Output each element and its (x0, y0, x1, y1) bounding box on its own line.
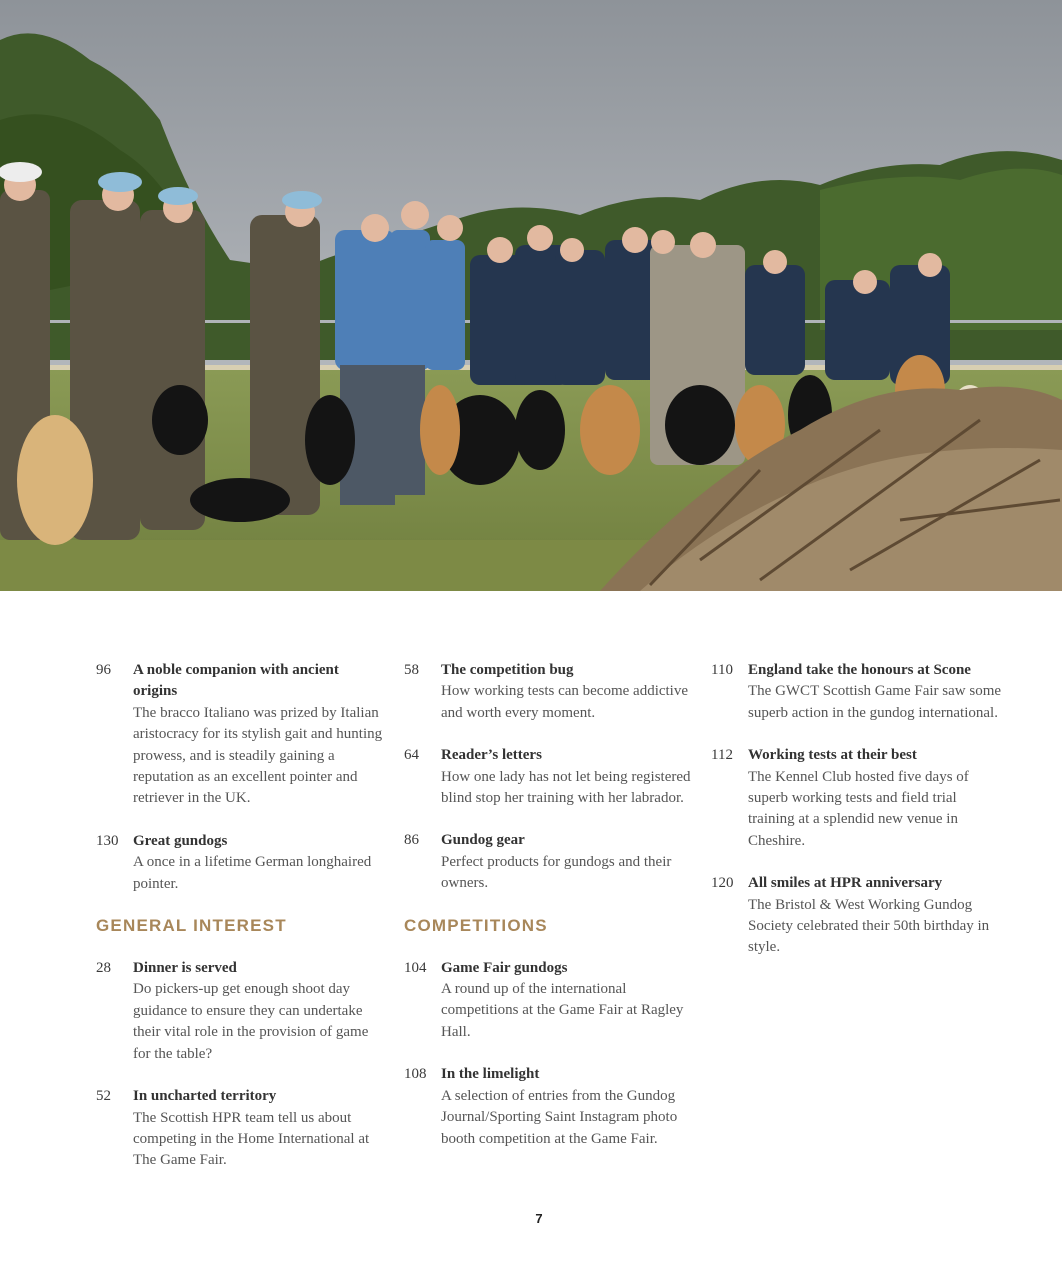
entry-page-number: 64 (404, 747, 419, 764)
entry-page-number: 108 (404, 1066, 427, 1083)
entry-title: All smiles at HPR anniversary (748, 875, 943, 892)
entry-title: Gundog gear (441, 832, 525, 849)
entry-description: How one lady has not let being registered blind stop her training with her labrador. (441, 768, 691, 807)
contents-entry[interactable] (404, 1064, 694, 1150)
entry-title: Dinner is served (133, 960, 237, 977)
entry-description: Perfect products for gundogs and their owners. (441, 853, 672, 892)
section-heading-general-interest: GENERAL INTEREST (96, 916, 287, 936)
entry-page-number: 96 (96, 662, 111, 678)
entry-title: Reader’s letters (441, 747, 542, 764)
entry-title: The competition bug (441, 662, 574, 678)
entry-description: The GWCT Scottish Game Fair saw some superb action in the gundog international. (748, 683, 1002, 721)
entry-title: In uncharted territory (133, 1088, 277, 1105)
entry-title: Game Fair gundogs (441, 959, 568, 976)
entry-description: The Bristol & West Working Gundog Society celebrated their 50th birthday in style. (748, 896, 990, 956)
entry-title: Great gundogs (133, 832, 228, 849)
entry-title: In the limelight (441, 1066, 540, 1083)
contents-entry[interactable] (96, 660, 386, 810)
entry-page-number: 120 (711, 875, 734, 892)
entry-description: Do pickers-up get enough shoot day guidance to ensure they can undertake their vital role in the provision of game for the table? (133, 981, 369, 1062)
entry-page-number: 86 (404, 832, 419, 849)
entry-page-number: 104 (404, 959, 427, 976)
entry-description: A selection of entries from the Gundog Journal/Sporting Saint Instagram photo booth competition at the Game Fair. (441, 1087, 678, 1147)
contents-entry[interactable] (711, 873, 1001, 959)
contents-entry[interactable] (404, 660, 694, 724)
contents-column-3 (711, 660, 1001, 980)
entry-title: A noble companion with ancient origins (133, 662, 339, 700)
contents-column-1 (96, 660, 386, 1193)
entry-page-number: 58 (404, 662, 419, 678)
contents-entry[interactable] (96, 958, 386, 1065)
contents-entry[interactable] (96, 1086, 386, 1172)
entry-title: Working tests at their best (748, 747, 917, 764)
entry-description: The Kennel Club hosted five days of superb working tests and field trial training at a splendid new venue in Cheshire. (748, 768, 969, 849)
entry-page-number: 28 (96, 960, 111, 977)
entry-description: The Scottish HPR team tell us about competing in the Home International at The Game Fair. (133, 1109, 370, 1169)
contents-entry[interactable] (711, 745, 1001, 852)
entry-page-number: 110 (711, 662, 733, 678)
entry-page-number: 112 (711, 747, 733, 764)
section-heading-competitions: COMPETITIONS (404, 915, 548, 935)
entry-description: A round up of the international competitions at the Game Fair at Ragley Hall. (441, 981, 684, 1040)
page-number: 7 (535, 1211, 543, 1226)
hero-photo (0, 0, 1062, 591)
entry-title: England take the honours at Scone (748, 662, 971, 678)
entry-description: How working tests can become addictive and worth every moment. (441, 683, 689, 721)
contents-entry[interactable] (711, 660, 1001, 724)
contents-entry[interactable] (96, 831, 386, 895)
contents-entry[interactable] (404, 745, 694, 809)
entry-page-number: 130 (96, 832, 119, 849)
contents-entry[interactable] (404, 830, 694, 894)
contents-column-2 (404, 660, 694, 1171)
entry-description: A once in a lifetime German longhaired pointer. (133, 854, 372, 892)
contents-entry[interactable] (404, 958, 694, 1044)
entry-page-number: 52 (96, 1088, 111, 1105)
entry-description: The bracco Italiano was prized by Italian aristocracy for its stylish gait and hunting prowess, and is steadily gaining a reputation as an excellent pointer and retriever in the UK. (133, 704, 383, 807)
hero-photo-illustration (0, 0, 1062, 591)
